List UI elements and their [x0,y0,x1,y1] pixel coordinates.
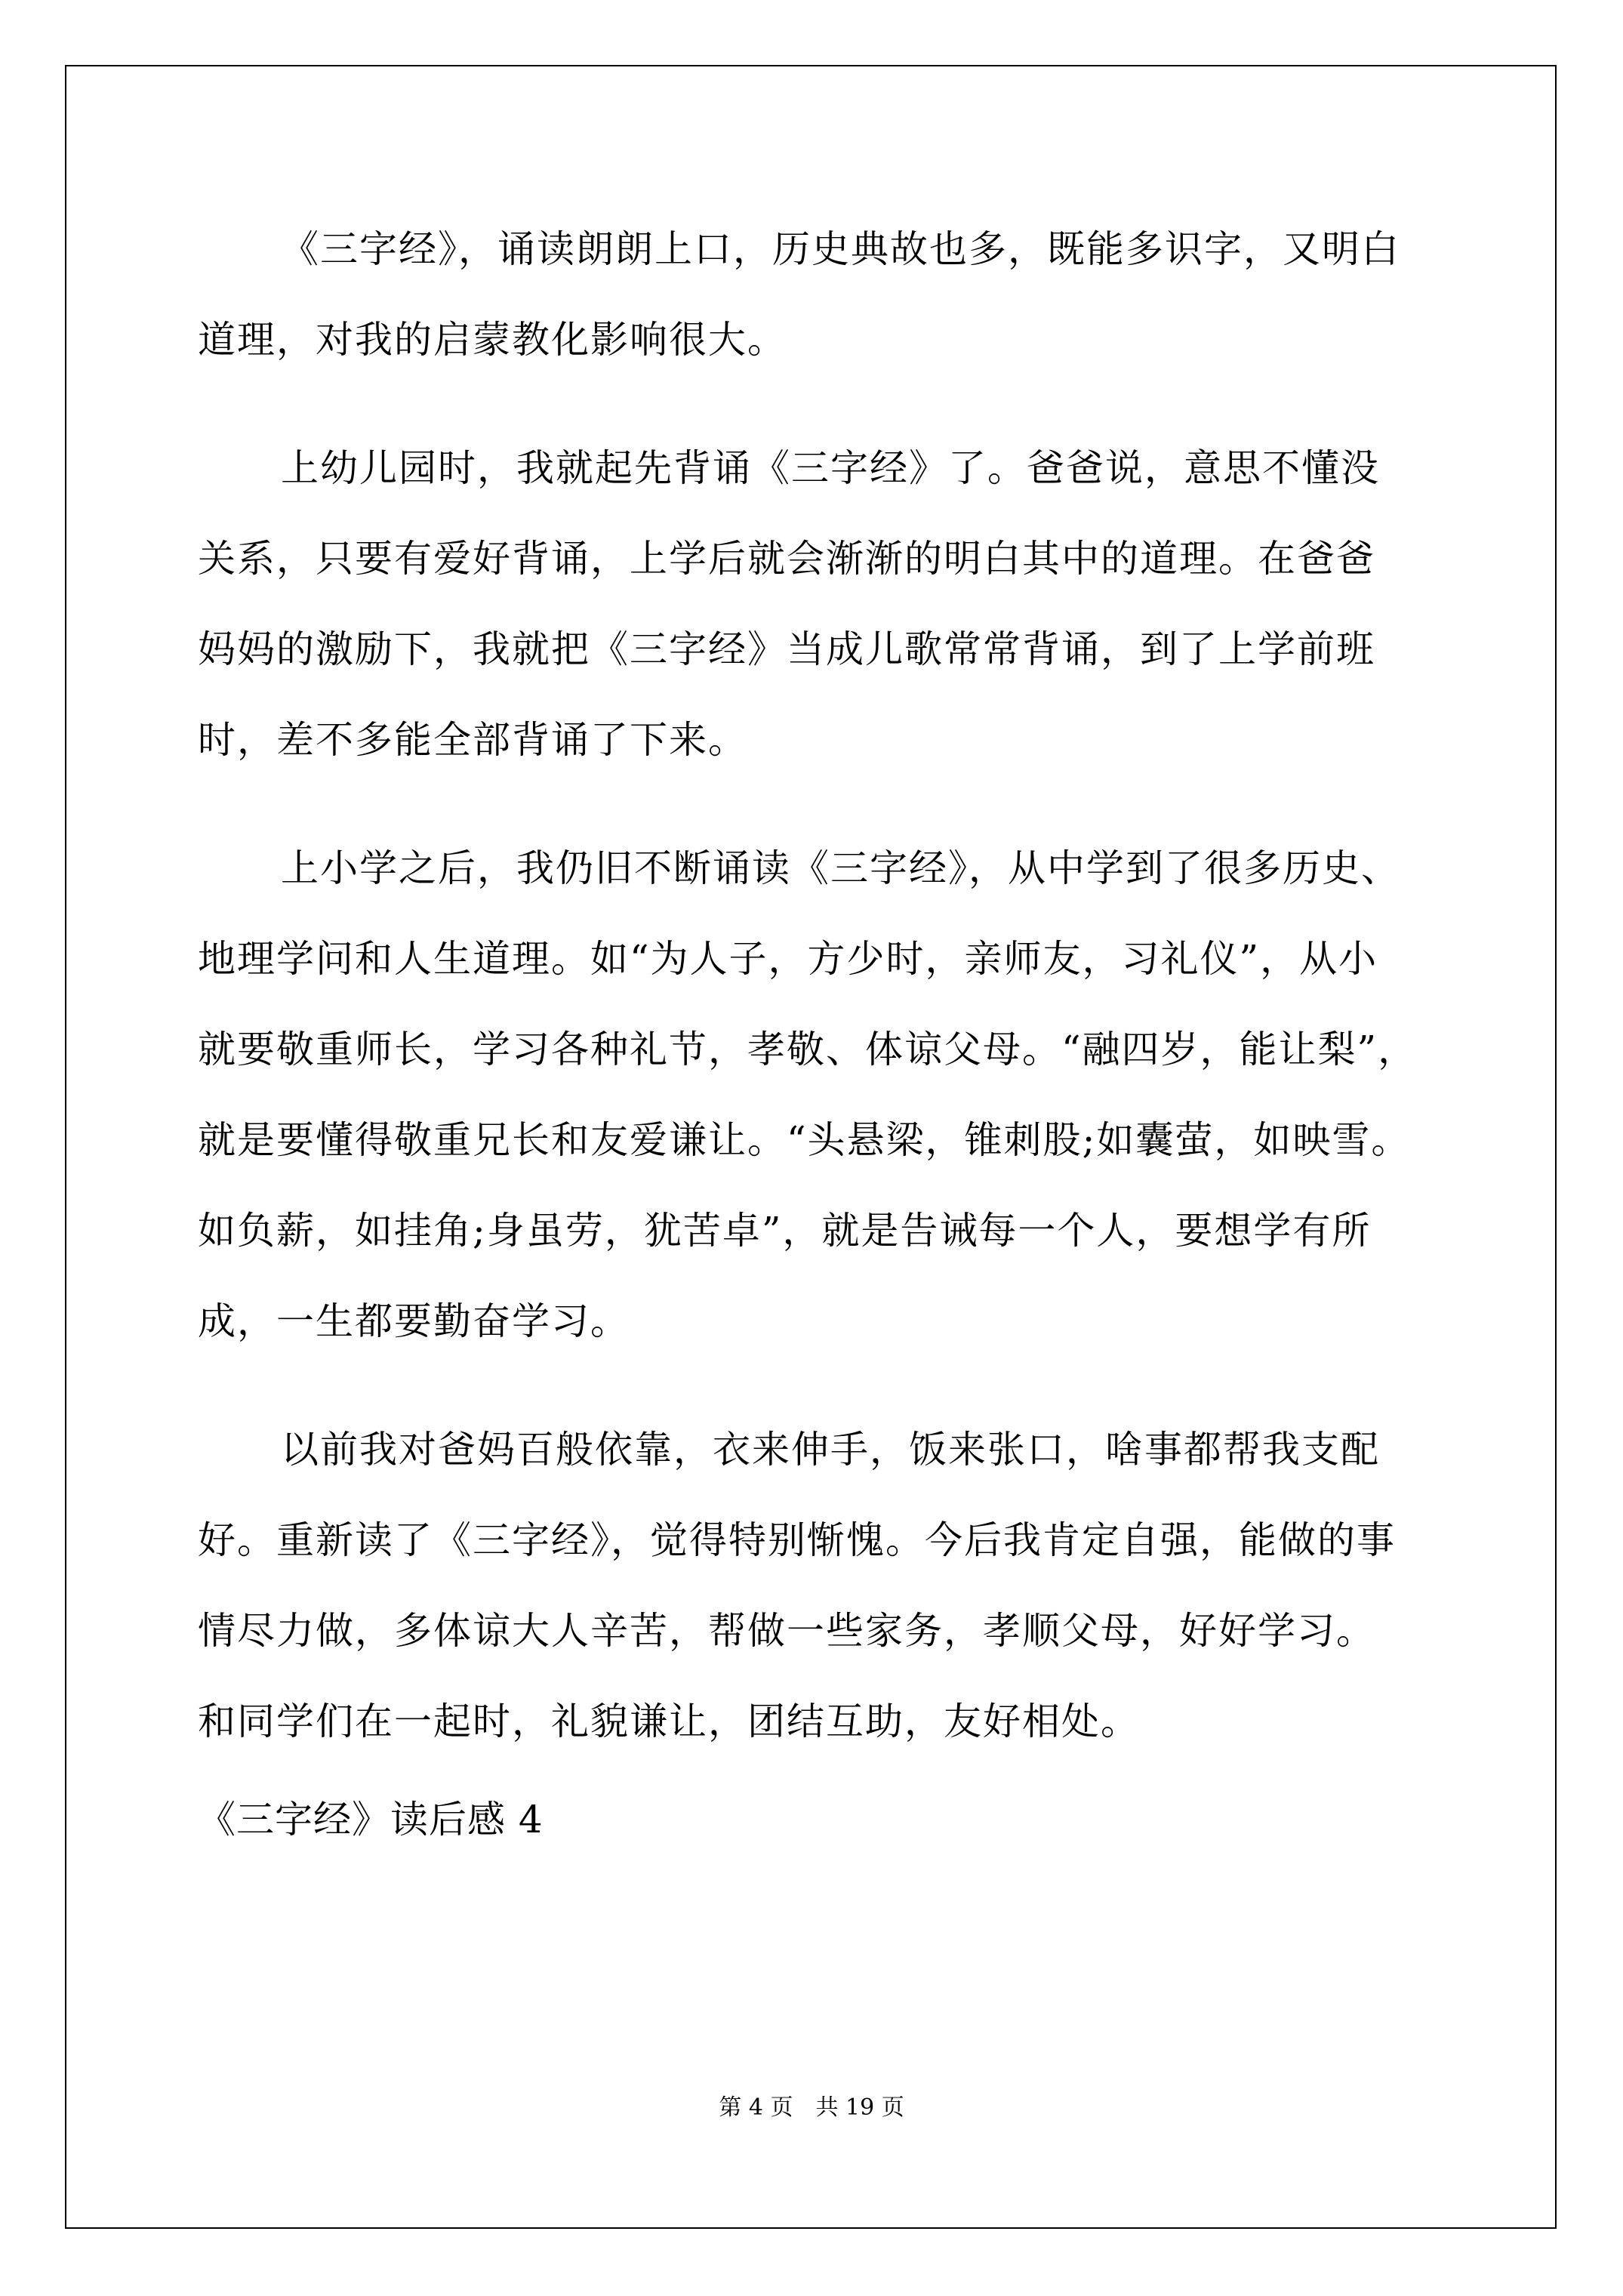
paragraph-2-line-3: 妈妈的激励下，我就把《三字经》当成儿歌常常背诵，到了上学前班 [198,627,1375,671]
paragraph-4-line-4: 和同学们在一起时，礼貌谦让，团结互助，友好相处。 [198,1700,1140,1743]
paragraph-3-line-1: 上小学之后，我仍旧不断诵读《三字经》，从中学到了很多历史、 [281,846,1400,890]
section-heading: 《三字经》读后感 4 [198,1798,544,1841]
paragraph-3-line-5: 如负薪，如挂角;身虽劳，犹苦卓”，就是告诫每一个人，要想学有所 [198,1209,1372,1253]
paragraph-3-line-3: 就要敬重师长，学习各种礼节，孝敬、体谅父母。“融四岁，能让梨”， [198,1028,1418,1071]
paragraph-3-line-4: 就是要懂得敬重兄长和友爱谦让。“头悬梁，锥刺股;如囊萤，如映雪。 [198,1118,1411,1162]
paragraph-1-line-2: 道理，对我的启蒙教化影响很大。 [198,318,787,362]
paragraph-3-line-6: 成，一生都要勤奋学习。 [198,1299,630,1343]
paragraph-3-line-2: 地理学问和人生道理。如“为人子，方少时，亲师友，习礼仪”，从小 [198,937,1378,981]
paragraph-4-line-2: 好。重新读了《三字经》，觉得特别惭愧。今后我肯定自强，能做的事 [198,1518,1396,1562]
paragraph-4-line-3: 情尽力做，多体谅大人辛苦，帮做一些家务，孝顺父母，好好学习。 [198,1609,1375,1653]
paragraph-4-line-1: 以前我对爸妈百般依靠，衣来伸手，饭来张口，啥事都帮我支配 [281,1428,1380,1472]
paragraph-2-line-1: 上幼儿园时，我就起先背诵《三字经》了。爸爸说，意思不懂没 [281,446,1380,490]
page-number-footer: 第 4 页 共 19 页 [719,2094,904,2121]
paragraph-2-line-4: 时，差不多能全部背诵了下来。 [198,718,747,762]
paragraph-2-line-2: 关系，只要有爱好背诵，上学后就会渐渐的明白其中的道理。在爸爸 [198,537,1375,581]
paragraph-1-line-1: 《三字经》，诵读朗朗上口，历史典故也多，既能多识字，又明白 [281,227,1400,271]
